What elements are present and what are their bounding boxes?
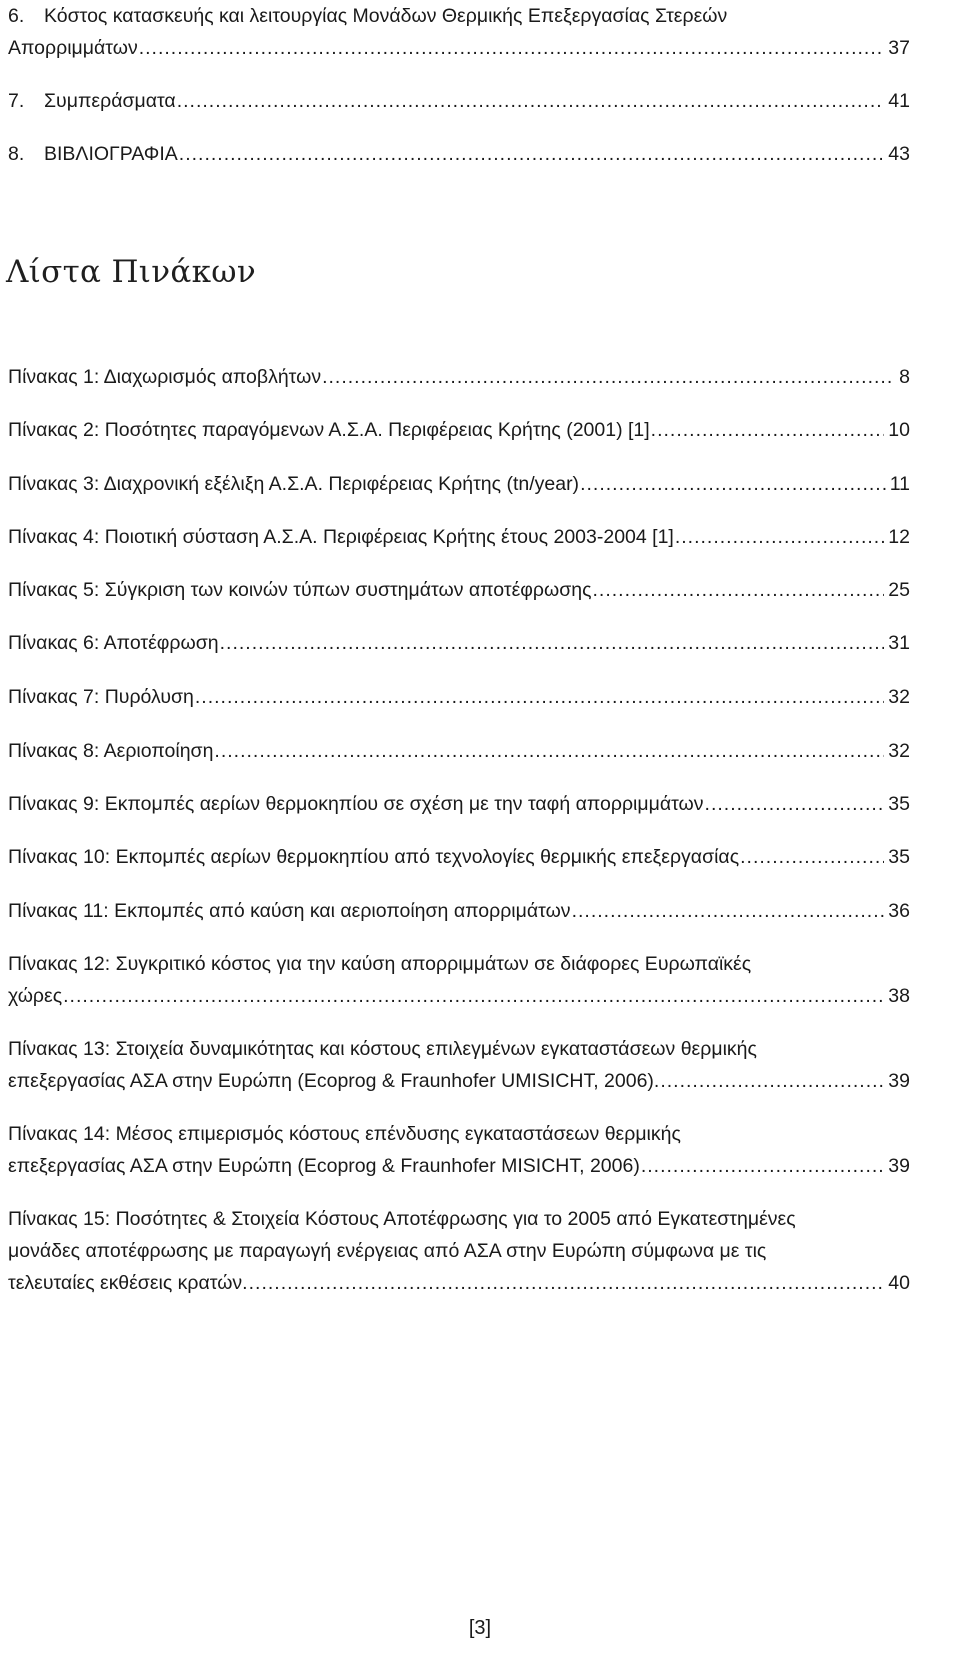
table-entry-1-page: 8 <box>899 366 910 388</box>
table-entry-6[interactable] <box>8 630 910 656</box>
toc-leader-dots <box>572 898 885 924</box>
page-number: [3] <box>468 1617 492 1639</box>
toc-entry-8-number: 8. <box>8 143 25 165</box>
table-entry-7-page: 32 <box>888 686 910 708</box>
toc-leader-dots <box>580 471 886 497</box>
table-entry-12-line1[interactable] <box>8 951 910 977</box>
table-entry-1[interactable] <box>8 364 910 390</box>
table-entry-8-page: 32 <box>888 740 910 762</box>
toc-entry-6-number: 6. <box>8 5 25 27</box>
toc-leader-dots <box>177 88 885 114</box>
toc-entry-6-line2[interactable] <box>8 35 910 61</box>
table-entry-5[interactable] <box>8 577 910 603</box>
table-entry-14-line1[interactable] <box>8 1121 910 1147</box>
table-entry-15-title-line3: τελευταίες εκθέσεις κρατών. <box>8 1272 248 1294</box>
toc-leader-dots <box>195 684 884 710</box>
table-entry-13-title-line1: Πίνακας 13: Στοιχεία δυναμικότητας και κόστους επιλεγμένων εγκαταστάσεων θερμικής <box>8 1038 757 1060</box>
table-entry-8[interactable] <box>8 738 910 764</box>
table-entry-1-title: Πίνακας 1: Διαχωρισμός αποβλήτων <box>8 366 322 388</box>
table-entry-2[interactable] <box>8 417 910 443</box>
toc-leader-dots <box>593 577 885 603</box>
table-entry-10-title: Πίνακας 10: Εκπομπές αερίων θερμοκηπίου από τεχνολογίες θερμικής επεξεργασίας <box>8 846 740 868</box>
toc-entry-7[interactable] <box>8 88 910 114</box>
toc-entry-8[interactable] <box>8 141 910 167</box>
table-entry-13-line1[interactable] <box>8 1036 910 1062</box>
toc-leader-dots <box>63 983 884 1009</box>
table-entry-2-page: 10 <box>888 419 910 441</box>
table-entry-9-page: 35 <box>888 793 910 815</box>
toc-leader-dots <box>675 524 884 550</box>
table-entry-14-title-line1: Πίνακας 14: Μέσος επιμερισμός κόστους επένδυσης εγκαταστάσεων θερμικής <box>8 1123 681 1145</box>
toc-entry-7-title: Συμπεράσματα <box>44 90 176 112</box>
table-entry-13-title-line2: επεξεργασίας ΑΣΑ στην Ευρώπη (Ecoprog & Fraunhofer UMISICHT, 2006). <box>8 1070 660 1092</box>
table-entry-14-line2[interactable] <box>8 1153 910 1179</box>
table-entry-15-title-line1: Πίνακας 15: Ποσότητες & Στοιχεία Κόστους Αποτέφρωσης για το 2005 από Εγκατεστημένες <box>8 1208 796 1230</box>
table-entry-13-page: 39 <box>888 1070 910 1092</box>
table-entry-5-page: 25 <box>888 579 910 601</box>
table-entry-8-title: Πίνακας 8: Αεριοποίηση <box>8 740 214 762</box>
toc-leader-dots <box>179 141 885 167</box>
toc-leader-dots <box>322 364 895 390</box>
table-entry-4-title: Πίνακας 4: Ποιοτική σύσταση Α.Σ.Α. Περιφέρειας Κρήτης έτους 2003-2004 [1] <box>8 526 674 548</box>
toc-entry-8-title: ΒΙΒΛΙΟΓΡΑΦΙΑ <box>44 143 178 165</box>
toc-leader-dots <box>139 35 885 61</box>
table-entry-14-title-line2: επεξεργασίας ΑΣΑ στην Ευρώπη (Ecoprog & Fraunhofer MISICHT, 2006) <box>8 1155 640 1177</box>
table-entry-3-page: 11 <box>889 473 910 495</box>
table-entry-12-line2[interactable] <box>8 983 910 1009</box>
table-entry-3-title: Πίνακας 3: Διαχρονική εξέλιξη Α.Σ.Α. Περιφέρειας Κρήτης (tn/year) <box>8 473 580 495</box>
table-entry-15-line1[interactable] <box>8 1206 910 1232</box>
table-entry-4-page: 12 <box>888 526 910 548</box>
table-entry-6-title: Πίνακας 6: Αποτέφρωση <box>8 632 219 654</box>
toc-entry-7-number: 7. <box>8 90 25 112</box>
table-entry-11[interactable] <box>8 898 910 924</box>
toc-entry-6-title-line1: Κόστος κατασκευής και λειτουργίας Μονάδων Θερμικής Επεξεργασίας Στερεών <box>44 5 728 27</box>
toc-entry-6-line1[interactable] <box>8 3 910 29</box>
table-entry-11-page: 36 <box>888 900 910 922</box>
table-entry-2-title: Πίνακας 2: Ποσότητες παραγόμενων Α.Σ.Α. Περιφέρειας Κρήτης (2001) [1] <box>8 419 650 441</box>
table-entry-6-page: 31 <box>888 632 910 654</box>
toc-leader-dots <box>214 738 884 764</box>
table-entry-15-page: 40 <box>888 1272 910 1294</box>
toc-leader-dots <box>651 417 885 443</box>
table-entry-10[interactable] <box>8 844 910 870</box>
table-entry-15-title-line2: μονάδες αποτέφρωσης με παραγωγή ενέργειας από ΑΣΑ στην Ευρώπη σύμφωνα με τις <box>8 1240 767 1262</box>
table-entry-3[interactable] <box>8 471 910 497</box>
table-entry-12-title-line1: Πίνακας 12: Συγκριτικό κόστος για την καύση απορριμμάτων σε διάφορες Ευρωπαϊκές <box>8 953 752 975</box>
table-entry-11-title: Πίνακας 11: Εκπομπές από καύση και αεριοποίηση απορριμάτων <box>8 900 571 922</box>
toc-leader-dots <box>660 1068 884 1094</box>
table-entry-7-title: Πίνακας 7: Πυρόλυση <box>8 686 194 708</box>
table-entry-7[interactable] <box>8 684 910 710</box>
toc-leader-dots <box>740 844 884 870</box>
toc-entry-7-page: 41 <box>888 90 910 112</box>
list-of-tables-heading: Λίστα Πινάκων <box>6 254 257 290</box>
table-entry-12-page: 38 <box>888 985 910 1007</box>
toc-leader-dots <box>220 630 885 656</box>
table-entry-12-title-line2: χώρες <box>8 985 63 1007</box>
toc-entry-6-page: 37 <box>888 37 910 59</box>
toc-leader-dots <box>249 1270 885 1296</box>
table-entry-4[interactable] <box>8 524 910 550</box>
table-entry-9[interactable] <box>8 791 910 817</box>
toc-leader-dots <box>641 1153 884 1179</box>
table-entry-15-line2[interactable] <box>8 1238 910 1264</box>
toc-leader-dots <box>705 791 885 817</box>
table-entry-13-line2[interactable] <box>8 1068 910 1094</box>
toc-entry-6-title-line2: Απορριμμάτων <box>8 37 138 59</box>
table-entry-9-title: Πίνακας 9: Εκπομπές αερίων θερμοκηπίου σε σχέση με την ταφή απορριμμάτων <box>8 793 704 815</box>
table-entry-14-page: 39 <box>888 1155 910 1177</box>
table-entry-5-title: Πίνακας 5: Σύγκριση των κοινών τύπων συστημάτων αποτέφρωσης <box>8 579 592 601</box>
table-entry-15-line3[interactable] <box>8 1270 910 1296</box>
toc-entry-8-page: 43 <box>888 143 910 165</box>
table-entry-10-page: 35 <box>888 846 910 868</box>
